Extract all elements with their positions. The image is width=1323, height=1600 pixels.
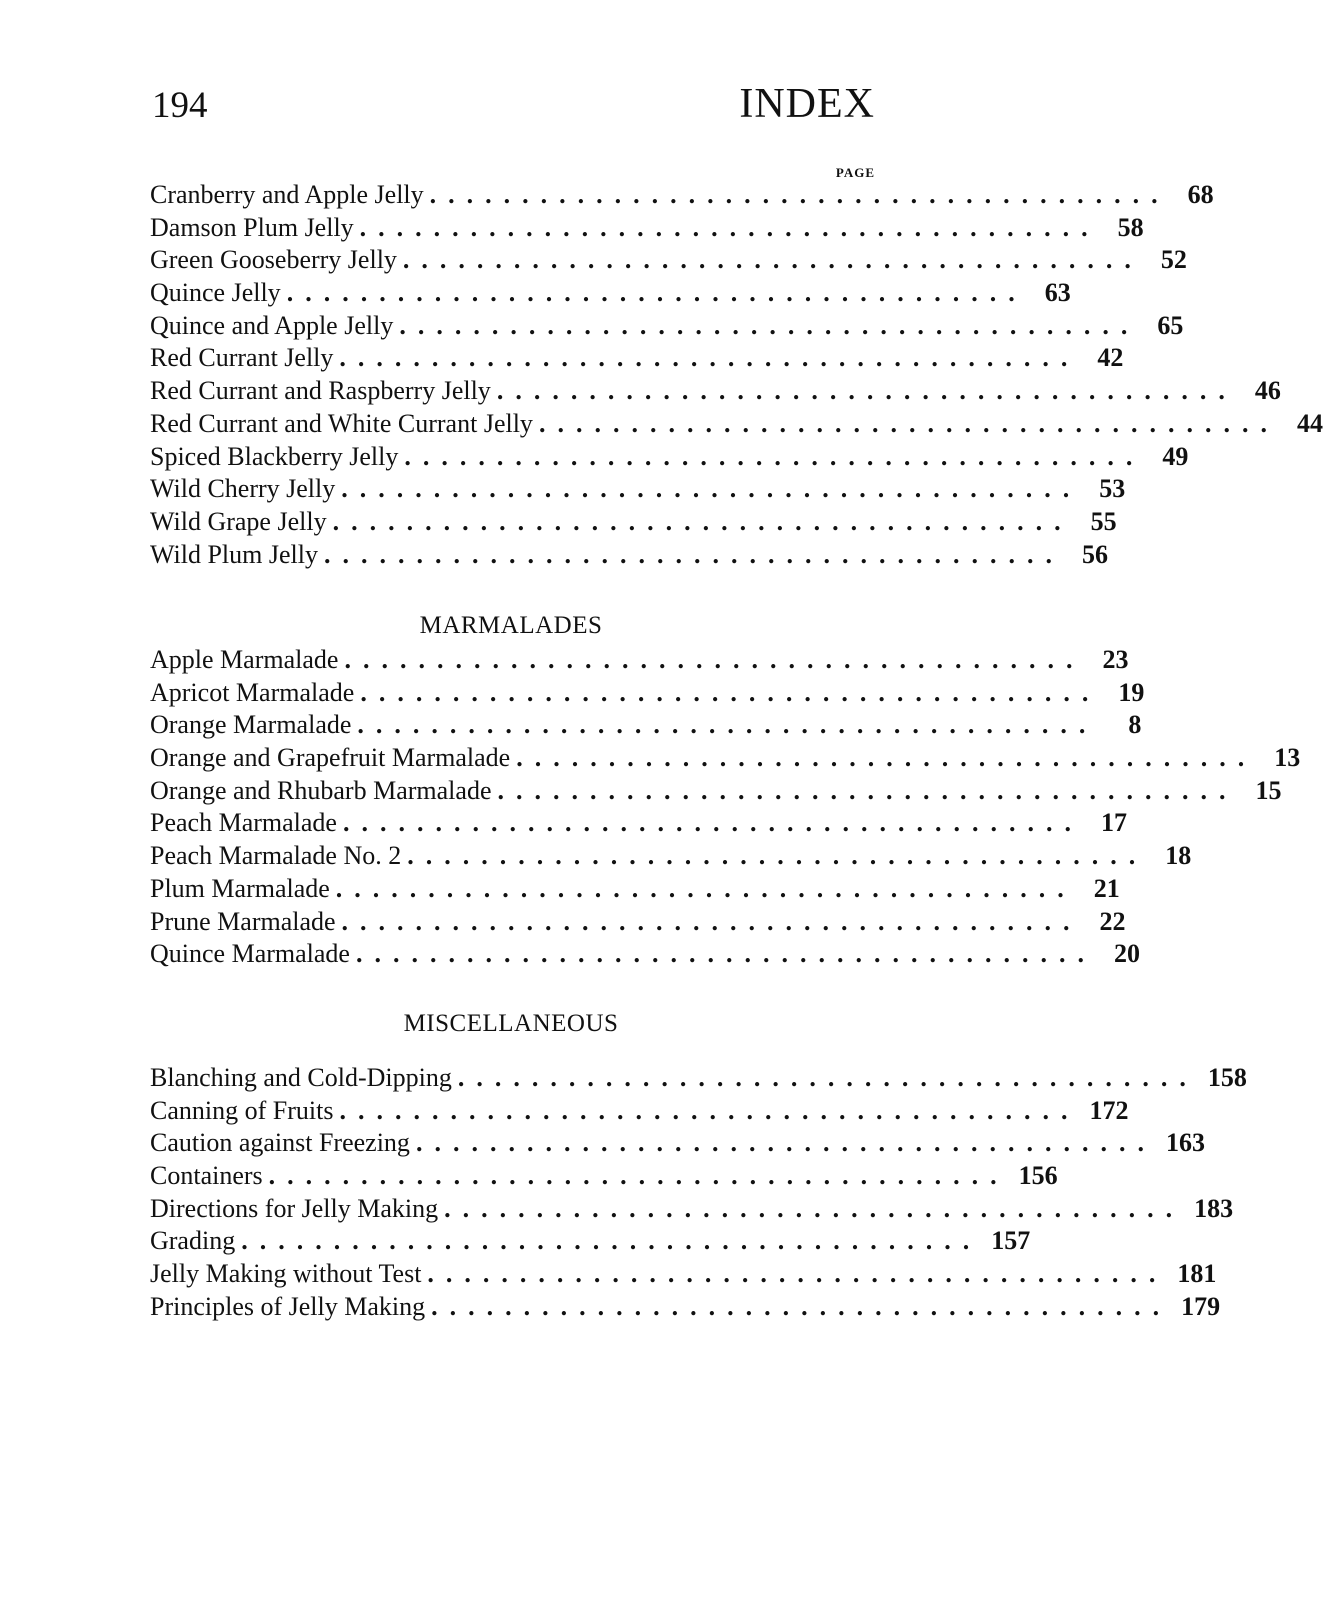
entry-title: Peach Marmalade [150,808,337,838]
index-entry [150,441,1189,474]
section-heading-miscellaneous: MISCELLANEOUS [403,1010,619,1037]
entry-title: Prune Marmalade [150,906,336,936]
entry-title: Wild Plum Jelly [150,539,318,569]
entry-title: Orange and Grapefruit Marmalade [150,743,511,773]
entry-page-number: 55 [1090,506,1117,536]
index-entry [150,244,1187,277]
entry-page-number: 179 [1181,1291,1221,1321]
entry-page-number: 13 [1274,743,1301,773]
entry-title: Wild Cherry Jelly [150,474,336,504]
entry-page-number: 183 [1194,1193,1234,1223]
index-entry [150,212,1144,245]
dot-leader: ........................................ [457,1063,1198,1092]
entry-page-number: 58 [1117,212,1144,242]
entry-page-number: 42 [1097,343,1124,373]
entry-title: Wild Grape Jelly [150,506,327,536]
entry-title: Caution against Freezing [150,1128,410,1158]
entry-page-number: 18 [1165,841,1192,871]
index-entry [150,179,1214,212]
entry-title: Red Currant and Raspberry Jelly [150,376,491,406]
entry-page-number: 53 [1099,474,1126,504]
dot-leader: ........................................ [402,245,1143,275]
entry-title: Principles of Jelly Making [150,1291,426,1321]
dot-leader: ........................................ [339,1095,1080,1125]
dot-leader: ........................................ [335,873,1076,903]
entry-page-number: 156 [1018,1161,1058,1191]
entry-title: Quince Marmalade [150,939,350,969]
index-entry [150,906,1126,939]
dot-leader: ........................................ [538,408,1279,438]
entry-title: Apricot Marmalade [150,677,355,707]
dot-leader: ........................................ [241,1226,982,1256]
entry-title: Green Gooseberry Jelly [150,245,397,275]
entry-title: Canning of Fruits [150,1095,334,1125]
dot-leader: ........................................ [444,1193,1185,1223]
entry-page-number: 22 [1099,906,1126,936]
index-entry [150,644,1129,677]
index-entry [150,408,1323,441]
index-entry [150,1193,1234,1226]
dot-leader: ........................................ [341,474,1082,504]
index-entry [150,310,1184,343]
entry-title: Blanching and Cold-Dipping [150,1063,452,1092]
entry-page-number: 23 [1102,645,1129,674]
entry-title: Damson Plum Jelly [150,212,354,242]
index-entry [150,938,1140,971]
entry-page-number: 19 [1118,677,1145,707]
entry-page-number: 17 [1100,808,1127,838]
entry-page-number: 172 [1089,1095,1129,1125]
entry-title: Red Currant Jelly [150,343,334,373]
dot-leader: ........................................ [357,710,1098,740]
index-entry [150,677,1145,710]
index-entry [150,840,1192,873]
entry-page-number: 49 [1162,441,1189,471]
dot-leader: ........................................ [404,441,1145,471]
dot-leader: ........................................ [360,677,1101,707]
entry-page-number: 8 [1128,710,1142,740]
section-heading-marmalades: MARMALADES [419,612,603,639]
dot-leader: ........................................ [268,1161,1009,1191]
index-entry [150,1258,1217,1291]
entry-title: Red Currant and White Currant Jelly [150,408,533,438]
index-entry [150,807,1127,840]
entry-title: Grading [150,1226,236,1256]
entry-title: Quince Jelly [150,278,281,308]
page-number: 194 [152,85,208,126]
index-entry [150,539,1108,572]
entry-page-number: 63 [1044,278,1071,308]
entry-title: Orange Marmalade [150,710,352,740]
entry-page-number: 163 [1165,1128,1205,1158]
jelly-index-list [150,179,1323,571]
entry-title: Peach Marmalade No. 2 [150,841,402,871]
index-entry [150,277,1071,310]
page-header [152,80,875,128]
marmalade-index-list [150,644,1301,971]
index-entry [150,1095,1129,1128]
dot-leader: ........................................ [407,841,1148,871]
dot-leader: ........................................ [323,539,1064,569]
index-entry [150,375,1281,408]
index-entry [150,506,1117,539]
index-entry [150,1062,1247,1095]
index-entry [150,1127,1205,1160]
entry-page-number: 56 [1081,539,1108,569]
index-entry [150,1225,1031,1258]
entry-title: Orange and Rhubarb Marmalade [150,775,492,805]
dot-leader: ........................................ [286,278,1027,308]
entry-title: Jelly Making without Test [150,1259,422,1289]
entry-page-number: 15 [1255,775,1282,805]
entry-page-number: 158 [1207,1063,1247,1092]
dot-leader: ........................................ [359,212,1100,242]
index-entry [150,775,1282,808]
dot-leader: ........................................ [355,939,1096,969]
dot-leader: ........................................ [342,808,1083,838]
entry-page-number: 181 [1177,1259,1217,1289]
entry-title: Cranberry and Apple Jelly [150,180,424,209]
dot-leader: ........................................ [339,343,1080,373]
index-entry [150,742,1301,775]
entry-title: Containers [150,1161,263,1191]
dot-leader: ........................................ [429,180,1170,209]
dot-leader: ........................................ [496,376,1237,406]
index-entry [150,1160,1058,1193]
miscellaneous-index-list [150,1062,1247,1324]
entry-page-number: 65 [1157,310,1184,340]
index-entry [150,1291,1221,1324]
entry-page-number: 52 [1160,245,1187,275]
dot-leader: ........................................ [344,645,1085,674]
dot-leader: ........................................ [497,775,1238,805]
index-entry [150,709,1142,742]
dot-leader: ........................................ [399,310,1140,340]
page-column-label: PAGE [835,165,875,180]
entry-page-number: 68 [1187,180,1214,209]
entry-title: Apple Marmalade [150,645,339,674]
entry-page-number: 21 [1093,873,1120,903]
running-title: INDEX [739,81,875,127]
entry-page-number: 44 [1296,408,1323,438]
entry-page-number: 20 [1113,939,1140,969]
index-entry [150,873,1120,906]
entry-title: Plum Marmalade [150,873,330,903]
dot-leader: ........................................ [427,1259,1168,1289]
dot-leader: ........................................ [431,1291,1172,1321]
entry-title: Quince and Apple Jelly [150,310,394,340]
entry-page-number: 46 [1254,376,1281,406]
dot-leader: ........................................ [516,743,1257,773]
entry-title: Spiced Blackberry Jelly [150,441,399,471]
dot-leader: ........................................ [341,906,1082,936]
index-entry [150,342,1124,375]
dot-leader: ........................................ [332,506,1073,536]
entry-title: Directions for Jelly Making [150,1193,439,1223]
index-entry [150,473,1126,506]
dot-leader: ........................................ [415,1128,1156,1158]
entry-page-number: 157 [991,1226,1031,1256]
